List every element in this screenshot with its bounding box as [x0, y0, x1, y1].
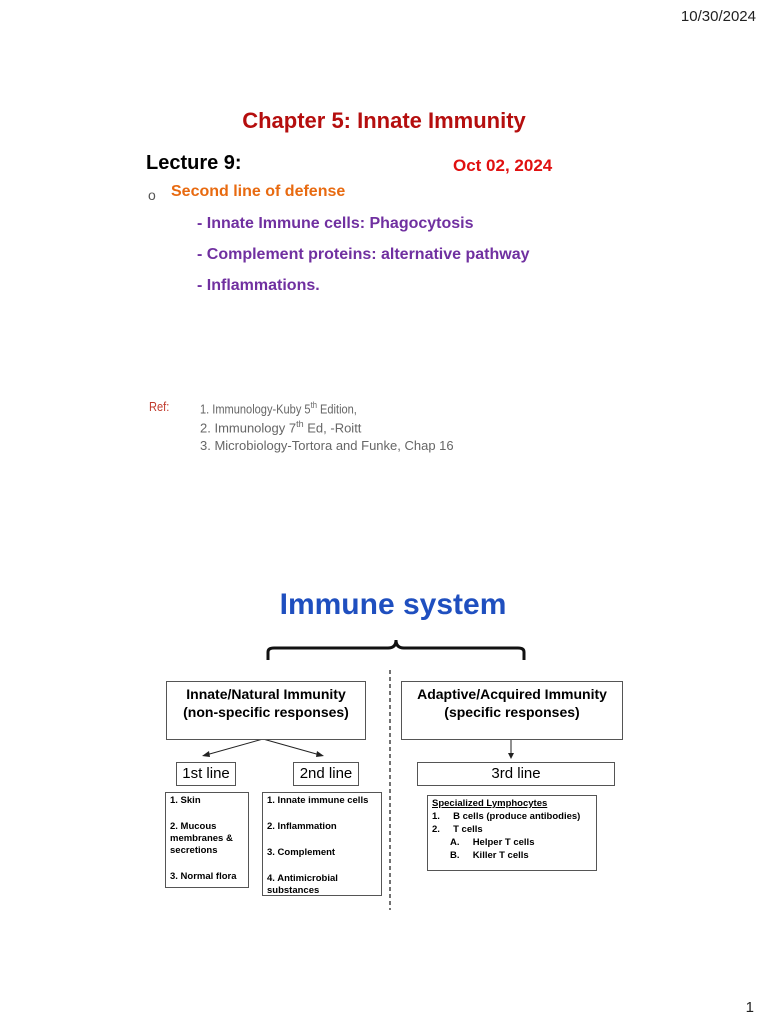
immune-system-diagram — [160, 578, 626, 910]
third-line-box: 3rd line — [417, 762, 615, 786]
list-item: A. Helper T cells — [450, 837, 535, 848]
lecture-date: Oct 02, 2024 — [453, 156, 553, 175]
list-item: 2. T cells — [432, 824, 483, 835]
diagram-title: Immune system — [279, 588, 507, 621]
subtopic-3: - Inflammations. — [197, 277, 320, 294]
list-item: 4. Antimicrobial substances — [267, 873, 338, 896]
ref-label: Ref: — [149, 399, 170, 414]
second-line-box: 2nd line — [293, 762, 359, 786]
arrow-head-first — [202, 751, 210, 757]
arrow-head-third — [508, 753, 514, 759]
list-item: 2. Mucous membranes & secretions — [170, 821, 233, 856]
lymphocytes-heading: Specialized Lymphocytes — [432, 798, 548, 809]
arrow-to-second-line — [263, 739, 320, 755]
list-item: 1. Innate immune cells — [267, 795, 369, 806]
header-date: 10/30/2024 — [680, 8, 756, 25]
adaptive-immunity-box — [401, 681, 623, 740]
reference-3: 3. Microbiology-Tortora and Funke, Chap 16 — [200, 438, 454, 453]
lecture-label: Lecture 9: — [146, 152, 242, 174]
second-line-list — [262, 792, 382, 896]
first-line-box: 1st line — [176, 762, 236, 786]
innate-immunity-box — [166, 681, 366, 740]
first-line-list — [165, 792, 249, 888]
adaptive-subtitle: (specific responses) — [444, 704, 580, 720]
subtopic-2: - Complement proteins: alternative pathway — [197, 246, 530, 263]
topic-heading: Second line of defense — [171, 183, 346, 200]
adaptive-title: Adaptive/Acquired Immunity — [417, 686, 607, 702]
list-item: 1. B cells (produce antibodies) — [432, 811, 581, 822]
subtopic-1: - Innate Immune cells: Phagocytosis — [197, 215, 474, 232]
innate-title: Innate/Natural Immunity — [186, 686, 346, 702]
slide-title: Chapter 5: Innate Immunity — [242, 108, 526, 133]
list-item: 3. Complement — [267, 847, 336, 858]
innate-subtitle: (non-specific responses) — [183, 704, 349, 720]
list-item: 1. Skin — [170, 795, 201, 806]
reference-1: 1. Immunology-Kuby 5th Edition, — [200, 400, 357, 417]
third-line-list — [427, 795, 597, 871]
brace-shape — [268, 640, 524, 660]
list-item: B. Killer T cells — [450, 850, 529, 861]
arrow-to-first-line — [206, 739, 263, 755]
list-item: 3. Normal flora — [170, 871, 237, 882]
arrow-head-second — [316, 751, 324, 757]
list-item: 2. Inflammation — [267, 821, 337, 832]
reference-2: 2. Immunology 7th Ed, -Roitt — [200, 419, 362, 436]
page-number: 1 — [745, 999, 754, 1016]
bullet-circle-icon: o — [148, 187, 156, 203]
